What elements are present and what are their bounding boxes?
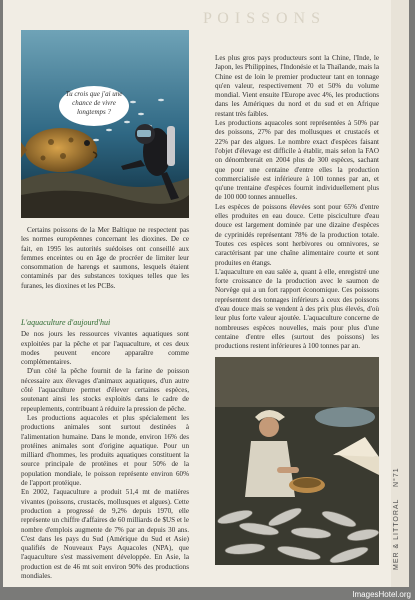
diver-fish-photo: [21, 30, 189, 218]
body-paragraph: En 2002, l'aquaculture a produit 51,4 mt de matières vivantes (poissons, crustacés, mollusques et algues). Cette production a progressé de 9,2% depuis 1970, elle représente un chiffre d'affaires de 60 milliards de $US et le nombre d'emplois augmente de 7% par an depuis 30 ans. C'est dans les pays du Sud (Amérique du Sud et Asie) qualifiés de Nouveaux Pays Aquacoles (NPA), que l'aquaculture s'est massivement développée. En Asie, la production est de 46 mt soit environ 90% des productions mondiales.: [21, 488, 189, 581]
intro-paragraph: Certains poissons de la Mer Baltique ne respectent pas les normes européennes concernant les dioxines. De ce fait, en 1995 les autorités suédoises ont conseillé aux femmes enceintes ou en âge de procréer de limiter leur consommation de harengs et saumons, lesquels étaient contaminés par des substances toxiques telles que les furanes, les dioxines et les PCBs.: [21, 226, 189, 290]
fish-market-illustration: [215, 357, 379, 565]
intro-text-block: [21, 226, 189, 291]
body-paragraph: D'un côté la pêche fournit de la farine de poisson nécessaire aux élevages d'animaux aquatiques, d'un autre côté l'aquaculture permet d'élever certaines espèces, soutenant ainsi les stocks exploités dans le cadre de repeuplements, contribuant à réduire la pression de pêche.: [21, 367, 189, 413]
running-footer: [393, 400, 405, 587]
fish-tray: [315, 407, 375, 427]
aquaculture-section: [21, 318, 189, 581]
body-paragraph: De nos jours les ressources vivantes aquatiques sont exploitées par la pêche et par l'aquaculture, et ces deux modes peuvent encore apparaître comme complémentaires.: [21, 330, 189, 367]
body-paragraph: Les productions aquacoles sont représentées à 50% par des poissons, 27% par des mollusques et crustacés et 22% par des algues. Le nombre exact d'espèces faisant l'objet d'élevage est difficile à établir, mais selon la FAO on dénombrerait en 2004 plus de 300 espèces, sachant que pour une centaine d'entre elles la production commercialisée est inférieure à 100 tonnes par an, et qu'une trentaine d'espèces fournit individuellement plus de 100 000 tonnes annuelles.: [215, 119, 379, 202]
section-title: L'aquaculture d'aujourd'hui: [21, 318, 111, 327]
speech-bubble: Tu crois que j'ai une chance de vivre longtemps ?: [59, 86, 129, 126]
right-text-column: [215, 54, 379, 352]
fish-market-photo: [215, 357, 379, 565]
watermark-text: ImagesHotel.org: [352, 590, 411, 599]
ghost-heading: P O I S S O N S: [203, 10, 321, 27]
body-paragraph: Les productions aquacoles et plus spécialement les productions animales sont surtout destinées à l'alimentation humaine. Dans le monde, environ 16% des protéines animales sont d'origine aquatique. Pour un milliard d'hommes, les produits aquatiques constituent la source principale de protéines et pour 50% de la population mondiale, le poisson représente environ 60% de l'apport protéique.: [21, 413, 189, 488]
fish-basket: [289, 477, 325, 493]
magazine-title: MER & LITTORAL: [393, 498, 400, 570]
issue-number: N°71: [393, 467, 400, 488]
body-paragraph: Les plus gros pays producteurs sont la Chine, l'Inde, le Japon, les Philippines, l'Indonésie et la Thaïlande, mais la Chine est de loin le premier producteur tant en tonnage qu'en valeur, respectivement 70 et 50% du volume mondial. Vient ensuite l'Europe avec 4%, les productions dans les Amériques du nord et du sud et en Afrique restant très faibles.: [215, 54, 379, 118]
magazine-page: [3, 0, 409, 587]
body-paragraph: L'aquaculture en eau salée a, quant à elle, enregistré une forte croissance de la production avec le saumon de Norvège qui a un fort rapport économique. Ces poissons représentent des tonnages inférieurs à ceux des poissons d'eau douce mais se vendent à des prix plus élevés, d'où leur plus forte valeur ajoutée. L'aquaculture concerne de nombreuses espèces nouvelles, mais pour plus d'une centaine d'entre elles (surtout des poissons) les productions restent inférieures à 100 tonnes par an.: [215, 267, 379, 351]
body-paragraph: Les espèces de poissons élevées sont pour 65% d'entre elles produites en eau douce. Cette pisciculture d'eau douce est largement dominée par une dizaine d'espèces de cyprinidés représentant 78% de la production totale. Toutes ces espèces sont herbivores ou omnivores, se caractérisant par une chaîne alimentaire courte et sont produites en étangs.: [215, 202, 379, 267]
